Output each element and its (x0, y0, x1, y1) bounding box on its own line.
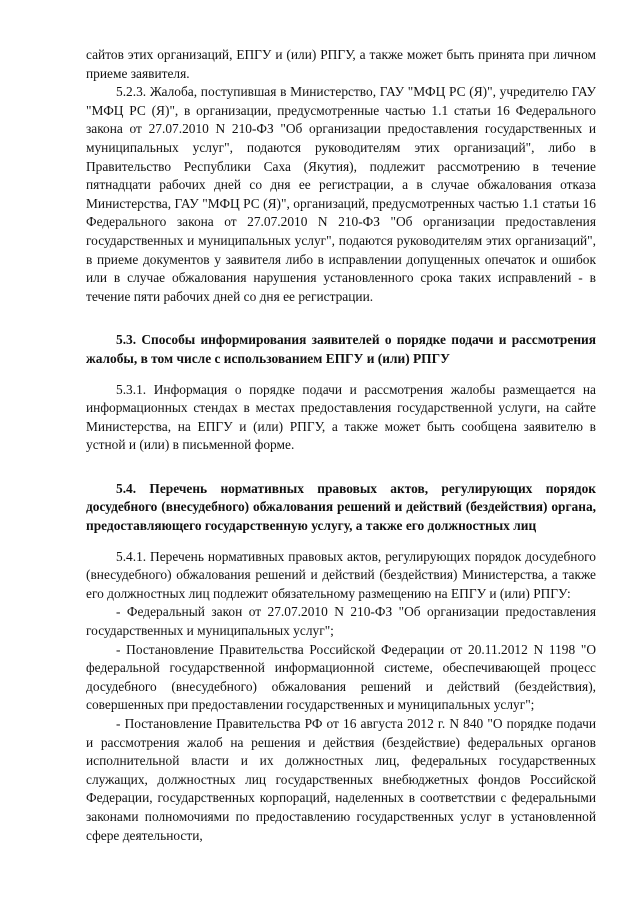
paragraph-5-2-3: 5.2.3. Жалоба, поступившая в Министерство, ГАУ "МФЦ РС (Я)", учредителю ГАУ "МФЦ РС (Я)", в организации, предусмотренные частью 1.1 статьи 16 Федерального закона от 27.07.2010 N 210-ФЗ "Об организации предоставления государственных и муниципальных услуг", подаются руководителям этих организаций", либо в Правительство Республики Саха (Якутия), подлежит рассмотрению в течение пятнадцати рабочих дней со дня ее регистрации, а в случае обжалования отказа Министерства, ГАУ "МФЦ РС (Я)", организаций, предусмотренных частью 1.1 статьи 16 Федерального закона от 27.07.2010 N 210-ФЗ "Об организации предоставления государственных и муниципальных услуг", подаются руководителям этих организаций", в приеме документов у заявителя либо в исправлении допущенных опечаток и ошибок или в случае обжалования нарушения установленного срока таких исправлений - в течение пяти рабочих дней со дня ее регистрации. (86, 84, 596, 304)
heading-5-4: 5.4. Перечень нормативных правовых актов, регулирующих порядок досудебного (внесудебного) обжалования решений и действий (бездействия) органа, предоставляющего государственную услугу, а также его должностных лиц (86, 480, 596, 534)
spacer (86, 536, 596, 548)
spacer (86, 306, 596, 331)
spacer (86, 455, 596, 480)
paragraph-5-4-1: 5.4.1. Перечень нормативных правовых актов, регулирующих порядок досудебного (внесудебного) обжалования решений и действий (бездействия) Министерства, а также его должностных лиц подлежит обязательному размещению на ЕПГУ и (или) РПГУ: (86, 548, 596, 601)
heading-5-3: 5.3. Способы информирования заявителей о порядке подачи и рассмотрения жалобы, в том числе с использованием ЕПГУ и (или) РПГУ (86, 332, 596, 366)
list-item: - Федеральный закон от 27.07.2010 N 210-ФЗ "Об организации предоставления государственных и муниципальных услуг"; (86, 604, 596, 639)
document-page (86, 46, 596, 845)
list-item: - Постановление Правительства Российской Федерации от 20.11.2012 N 1198 "О федеральной государственной информационной системе, обеспечивающей процесс досудебного (внесудебного) обжалования решений и действий (бездействия), совершенных при предоставлении государственных и муниципальных услуг"; (86, 641, 596, 713)
paragraph-intro: сайтов этих организаций, ЕПГУ и (или) РПГУ, а также может быть принята при личном приеме заявителя. (86, 47, 596, 81)
spacer (86, 369, 596, 381)
list-item: - Постановление Правительства РФ от 16 августа 2012 г. N 840 "О порядке подачи и рассмотрения жалоб на решения и действия (бездействие) федеральных органов исполнительной власти и их должностных лиц, федеральных государственных служащих, должностных лиц государственных внебюджетных фондов Российской Федерации, государственных корпораций, наделенных в соответствии с федеральными законами полномочиями по предоставлению государственных услуг в установленной сфере деятельности, (86, 716, 596, 843)
paragraph-5-3-1: 5.3.1. Информация о порядке подачи и рассмотрения жалобы размещается на информационных стендах в местах предоставления государственной услуги, на сайте Министерства, на ЕПГУ и (или) РПГУ, а также может быть сообщена заявителю в устной и (или) в письменной форме. (86, 381, 596, 453)
